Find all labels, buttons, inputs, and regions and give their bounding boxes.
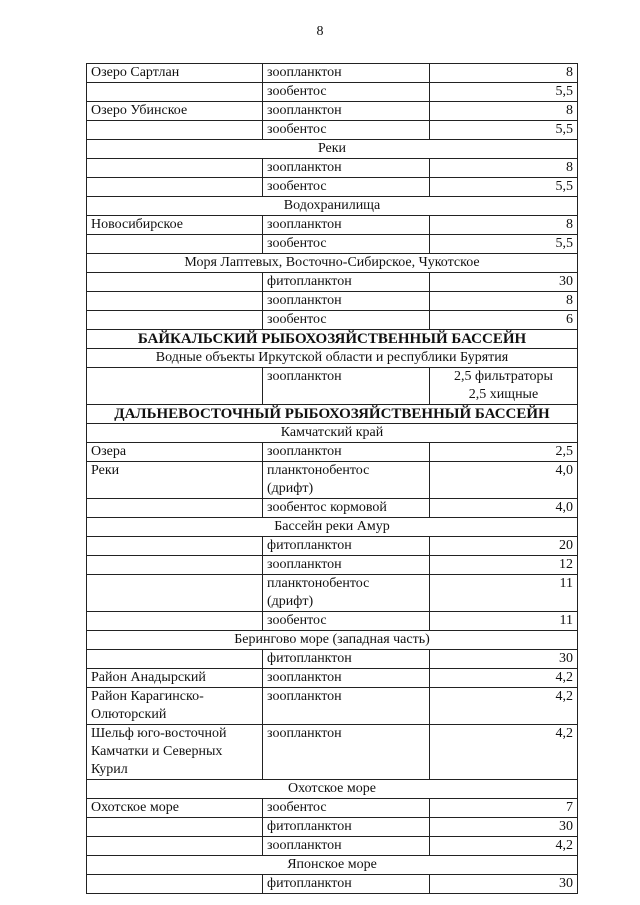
organism-group-cell: планктонобентос (дрифт): [263, 575, 430, 612]
section-heading-row: [87, 140, 578, 159]
section-heading: Японское море: [87, 856, 578, 875]
value-cell: 12: [430, 556, 578, 575]
value-cell: 30: [430, 273, 578, 292]
section-heading-row: [87, 197, 578, 216]
water-body-cell: Район Анадырский: [87, 669, 263, 688]
section-heading-row: [87, 856, 578, 875]
organism-group-cell: зоопланктон: [263, 64, 430, 83]
water-body-cell: Охотское море: [87, 799, 263, 818]
section-heading-row: [87, 254, 578, 273]
organism-group-cell: зообентос кормовой: [263, 499, 430, 518]
organism-group-cell: зообентос: [263, 311, 430, 330]
value-cell: 8: [430, 64, 578, 83]
table-row: [87, 799, 578, 818]
basin-heading: БАЙКАЛЬСКИЙ РЫБОХОЗЯЙСТВЕННЫЙ БАССЕЙН: [87, 330, 578, 349]
value-cell: 6: [430, 311, 578, 330]
table-row: [87, 462, 578, 499]
organism-group-cell: фитопланктон: [263, 537, 430, 556]
water-body-cell: [87, 273, 263, 292]
organism-group-cell: зоопланктон: [263, 669, 430, 688]
value-cell: 5,5: [430, 178, 578, 197]
water-body-cell: [87, 575, 263, 612]
organism-group-cell: зоопланктон: [263, 688, 430, 725]
section-heading-row: [87, 631, 578, 650]
value-cell: 5,5: [430, 83, 578, 102]
section-heading-row: [87, 780, 578, 799]
water-body-cell: [87, 499, 263, 518]
section-heading: Водные объекты Иркутской области и республики Бурятия: [87, 349, 578, 368]
organism-group-cell: планктонобентос (дрифт): [263, 462, 430, 499]
water-body-cell: [87, 875, 263, 894]
value-cell: 20: [430, 537, 578, 556]
water-body-cell: [87, 178, 263, 197]
water-body-cell: Район Карагинско- Олюторский: [87, 688, 263, 725]
value-cell: 30: [430, 818, 578, 837]
value-cell: 5,5: [430, 121, 578, 140]
value-cell: 4,2: [430, 837, 578, 856]
table-row: [87, 273, 578, 292]
organism-group-cell: фитопланктон: [263, 818, 430, 837]
organism-group-cell: фитопланктон: [263, 875, 430, 894]
water-body-cell: [87, 121, 263, 140]
section-heading: Моря Лаптевых, Восточно-Сибирское, Чукотское: [87, 254, 578, 273]
table-row: [87, 688, 578, 725]
value-cell: 5,5: [430, 235, 578, 254]
section-heading: Бассейн реки Амур: [87, 518, 578, 537]
table-row: [87, 159, 578, 178]
organism-group-cell: зообентос: [263, 121, 430, 140]
value-cell: 4,2: [430, 669, 578, 688]
value-cell: 4,2: [430, 725, 578, 780]
organism-group-cell: зообентос: [263, 612, 430, 631]
table-row: [87, 669, 578, 688]
table-row: [87, 818, 578, 837]
water-body-cell: [87, 818, 263, 837]
basin-heading: ДАЛЬНЕВОСТОЧНЫЙ РЫБОХОЗЯЙСТВЕННЫЙ БАССЕЙН: [87, 405, 578, 424]
water-body-cell: [87, 311, 263, 330]
section-heading-row: [87, 349, 578, 368]
table-row: [87, 537, 578, 556]
table-row: [87, 235, 578, 254]
value-cell: 11: [430, 612, 578, 631]
table-row: [87, 443, 578, 462]
organism-group-cell: зообентос: [263, 235, 430, 254]
value-cell: 8: [430, 216, 578, 235]
organism-group-cell: зоопланктон: [263, 556, 430, 575]
water-body-cell: [87, 159, 263, 178]
section-heading: Водохранилища: [87, 197, 578, 216]
organism-group-cell: зоопланктон: [263, 725, 430, 780]
water-body-cell: [87, 368, 263, 405]
table-row: [87, 612, 578, 631]
water-body-cell: [87, 537, 263, 556]
water-body-cell: [87, 556, 263, 575]
value-cell: 4,0: [430, 499, 578, 518]
value-cell: 8: [430, 159, 578, 178]
table-row: [87, 83, 578, 102]
table-row: [87, 216, 578, 235]
water-body-cell: Реки: [87, 462, 263, 499]
value-cell: 7: [430, 799, 578, 818]
table-row: [87, 837, 578, 856]
organism-group-cell: зоопланктон: [263, 292, 430, 311]
organism-group-cell: зообентос: [263, 83, 430, 102]
organism-group-cell: зоопланктон: [263, 102, 430, 121]
organism-group-cell: зообентос: [263, 799, 430, 818]
organism-group-cell: зоопланктон: [263, 837, 430, 856]
organism-group-cell: зоопланктон: [263, 216, 430, 235]
table-row: [87, 650, 578, 669]
water-body-cell: Озеро Убинское: [87, 102, 263, 121]
water-body-cell: [87, 837, 263, 856]
table-row: [87, 311, 578, 330]
value-cell: 8: [430, 292, 578, 311]
value-cell: 30: [430, 650, 578, 669]
section-heading: Берингово море (западная часть): [87, 631, 578, 650]
value-cell: 4,2: [430, 688, 578, 725]
section-heading: Реки: [87, 140, 578, 159]
table-row: [87, 575, 578, 612]
value-cell: 30: [430, 875, 578, 894]
table-row: [87, 121, 578, 140]
water-body-cell: [87, 83, 263, 102]
value-cell: 8: [430, 102, 578, 121]
value-cell: 11: [430, 575, 578, 612]
table-row: [87, 875, 578, 894]
water-body-cell: [87, 235, 263, 254]
organism-group-cell: зообентос: [263, 178, 430, 197]
table-row: [87, 178, 578, 197]
organism-group-cell: фитопланктон: [263, 650, 430, 669]
value-cell: 2,5: [430, 443, 578, 462]
water-body-cell: Озеро Сартлан: [87, 64, 263, 83]
page-number: 8: [316, 24, 324, 39]
basin-heading-row: [87, 330, 578, 349]
section-heading-row: [87, 424, 578, 443]
organism-group-cell: зоопланктон: [263, 368, 430, 405]
organism-group-cell: зоопланктон: [263, 159, 430, 178]
table-row: [87, 64, 578, 83]
value-cell: 2,5 фильтраторы 2,5 хищные: [430, 368, 578, 405]
basin-heading-row: [87, 405, 578, 424]
organism-group-cell: зоопланктон: [263, 443, 430, 462]
section-heading: Охотское море: [87, 780, 578, 799]
table-row: [87, 368, 578, 405]
section-heading-row: [87, 518, 578, 537]
table-row: [87, 725, 578, 780]
table-row: [87, 499, 578, 518]
water-body-cell: [87, 612, 263, 631]
water-body-cell: [87, 650, 263, 669]
section-heading: Камчатский край: [87, 424, 578, 443]
table-row: [87, 102, 578, 121]
table-row: [87, 292, 578, 311]
value-cell: 4,0: [430, 462, 578, 499]
organism-group-cell: фитопланктон: [263, 273, 430, 292]
water-body-cell: Новосибирское: [87, 216, 263, 235]
water-body-cell: Шельф юго-восточной Камчатки и Северных Курил: [87, 725, 263, 780]
water-body-cell: [87, 292, 263, 311]
water-body-cell: Озера: [87, 443, 263, 462]
table-row: [87, 556, 578, 575]
norms-table: [86, 63, 578, 894]
